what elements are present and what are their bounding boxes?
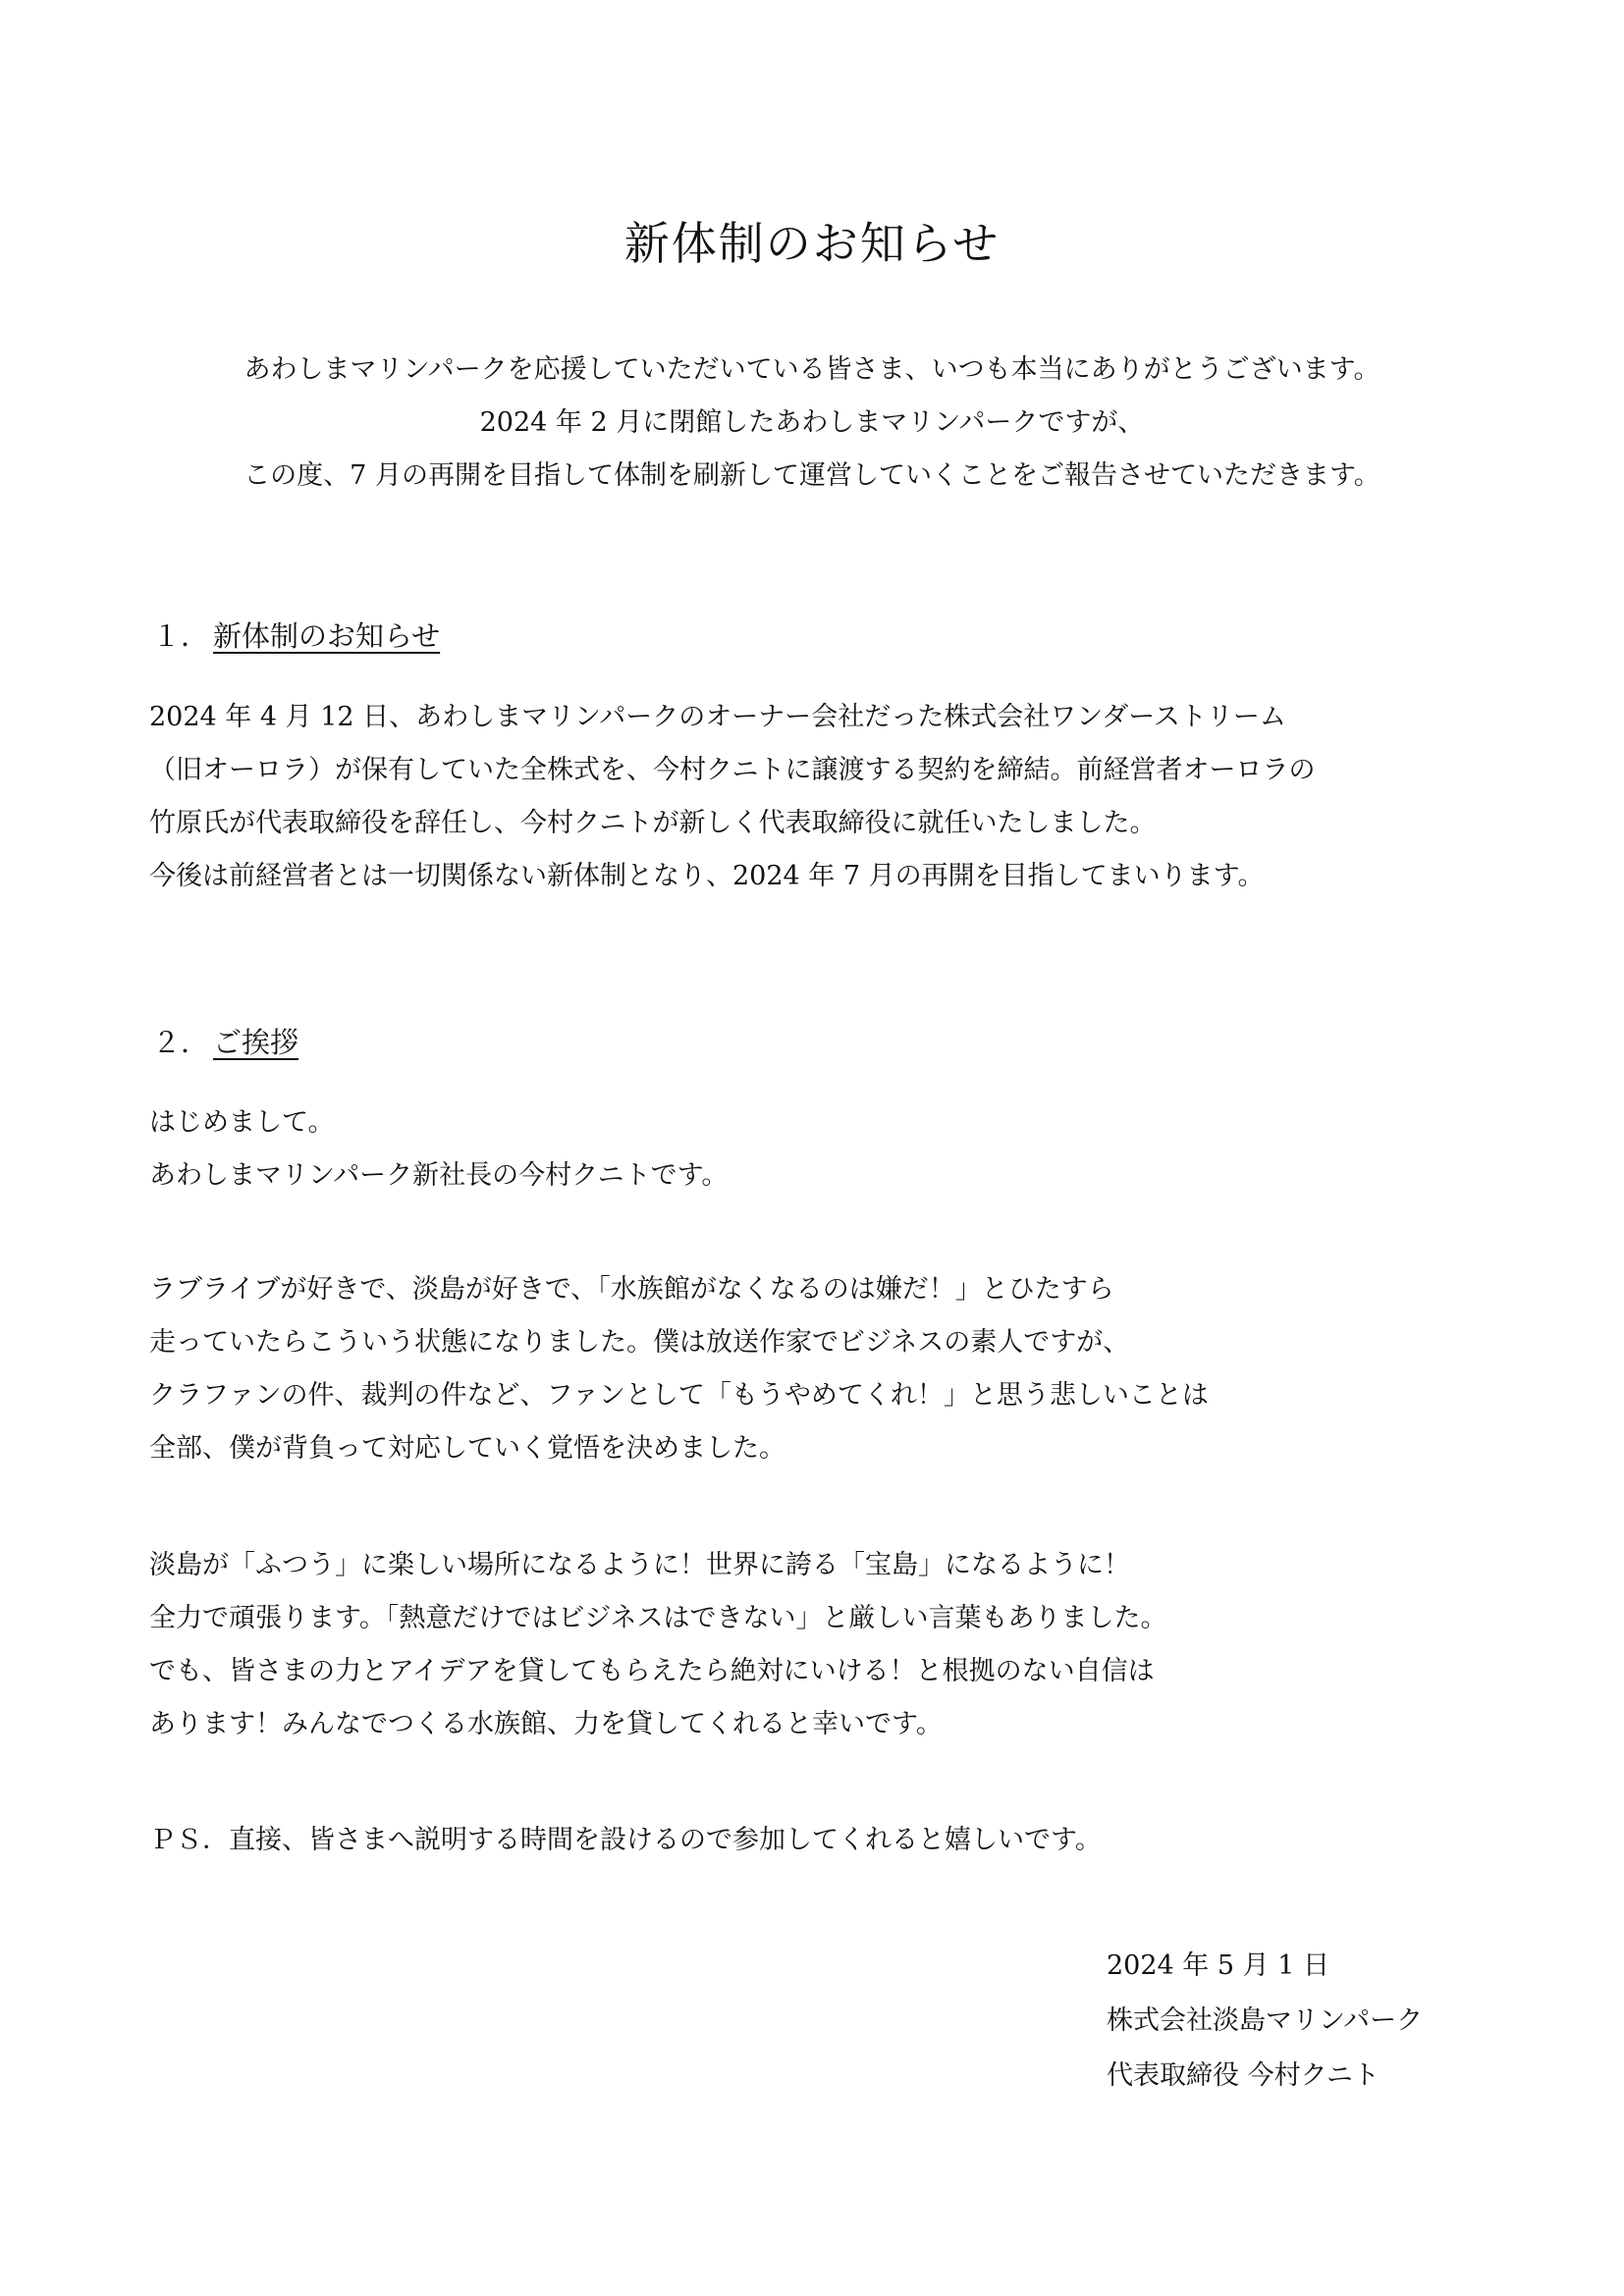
body-line: あります！みんなでつくる水族館、力を貸してくれると幸いです。 <box>149 1709 943 1739</box>
body-line: 2024 年 4 月 12 日、あわしまマリンパークのオーナー会社だった株式会社ワンダーストリーム <box>149 702 1286 732</box>
greeting-paragraph-2 <box>149 1263 1209 1475</box>
body-line: 走っていたらこういう状態になりました。僕は放送作家でビジネスの素人ですが、 <box>149 1327 1130 1358</box>
section-1-label: 新体制のお知らせ <box>213 619 441 653</box>
signature-block <box>1107 1939 1423 2104</box>
signature-company: 株式会社淡島マリンパーク <box>1107 2005 1424 2036</box>
section-1-number: １． <box>152 619 210 653</box>
document-title: 新体制のお知らせ <box>623 217 1001 270</box>
greeting-paragraph-1 <box>149 1096 728 1202</box>
postscript <box>149 1814 1102 1867</box>
body-line: 全部、僕が背負って対応していく覚悟を決めました。 <box>149 1433 785 1464</box>
body-line: 今後は前経営者とは一切関係ない新体制となり、2024 年 7 月の再開を目指してまいります。 <box>149 861 1265 891</box>
section-2-heading <box>152 1023 298 1062</box>
signature-date: 2024 年 5 月 1 日 <box>1107 1950 1329 1981</box>
body-line: 淡島が「ふつう」に楽しい場所になるように！世界に誇る「宝島」になるように！ <box>149 1550 1130 1580</box>
section-1-body <box>149 691 1315 903</box>
section-2-number: ２． <box>152 1026 210 1059</box>
body-line: 竹原氏が代表取締役を辞任し、今村クニトが新しく代表取締役に就任いたしました。 <box>149 808 1157 838</box>
body-line: （旧オーロラ）が保有していた全株式を、今村クニトに譲渡する契約を締結。前経営者オーロラの <box>149 755 1316 785</box>
body-line: はじめまして。 <box>149 1107 335 1138</box>
body-line: でも、皆さまの力とアイデアを貸してもらえたら絶対にいける！と根拠のない自信は <box>149 1656 1155 1686</box>
section-2-label: ご挨拶 <box>213 1026 299 1059</box>
intro-paragraph <box>0 344 1624 503</box>
body-line: 全力で頑張ります。「熱意だけではビジネスはできない」と厳しい言葉もありました。 <box>149 1603 1167 1633</box>
body-line: クラファンの件、裁判の件など、ファンとして「もうやめてくれ！」と思う悲しいことは <box>149 1380 1209 1411</box>
intro-line: あわしまマリンパークを応援していただいている皆さま、いつも本当にありがとうございます。 <box>244 354 1380 385</box>
intro-line: この度、7 月の再開を目指して体制を刷新して運営していくことをご報告させていただきます。 <box>244 460 1380 491</box>
greeting-paragraph-3 <box>149 1539 1167 1751</box>
signature-representative: 代表取締役 今村クニト <box>1107 2060 1380 2091</box>
intro-line: 2024 年 2 月に閉館したあわしまマリンパークですが、 <box>479 407 1145 438</box>
body-line: あわしまマリンパーク新社長の今村クニトです。 <box>149 1160 729 1191</box>
section-1-heading <box>152 616 440 656</box>
body-line: ラブライブが好きで、淡島が好きで、「水族館がなくなるのは嫌だ！」とひたすら <box>149 1274 1114 1305</box>
postscript-line: ＰＳ．直接、皆さまへ説明する時間を設けるので参加してくれると嬉しいです。 <box>149 1825 1102 1855</box>
